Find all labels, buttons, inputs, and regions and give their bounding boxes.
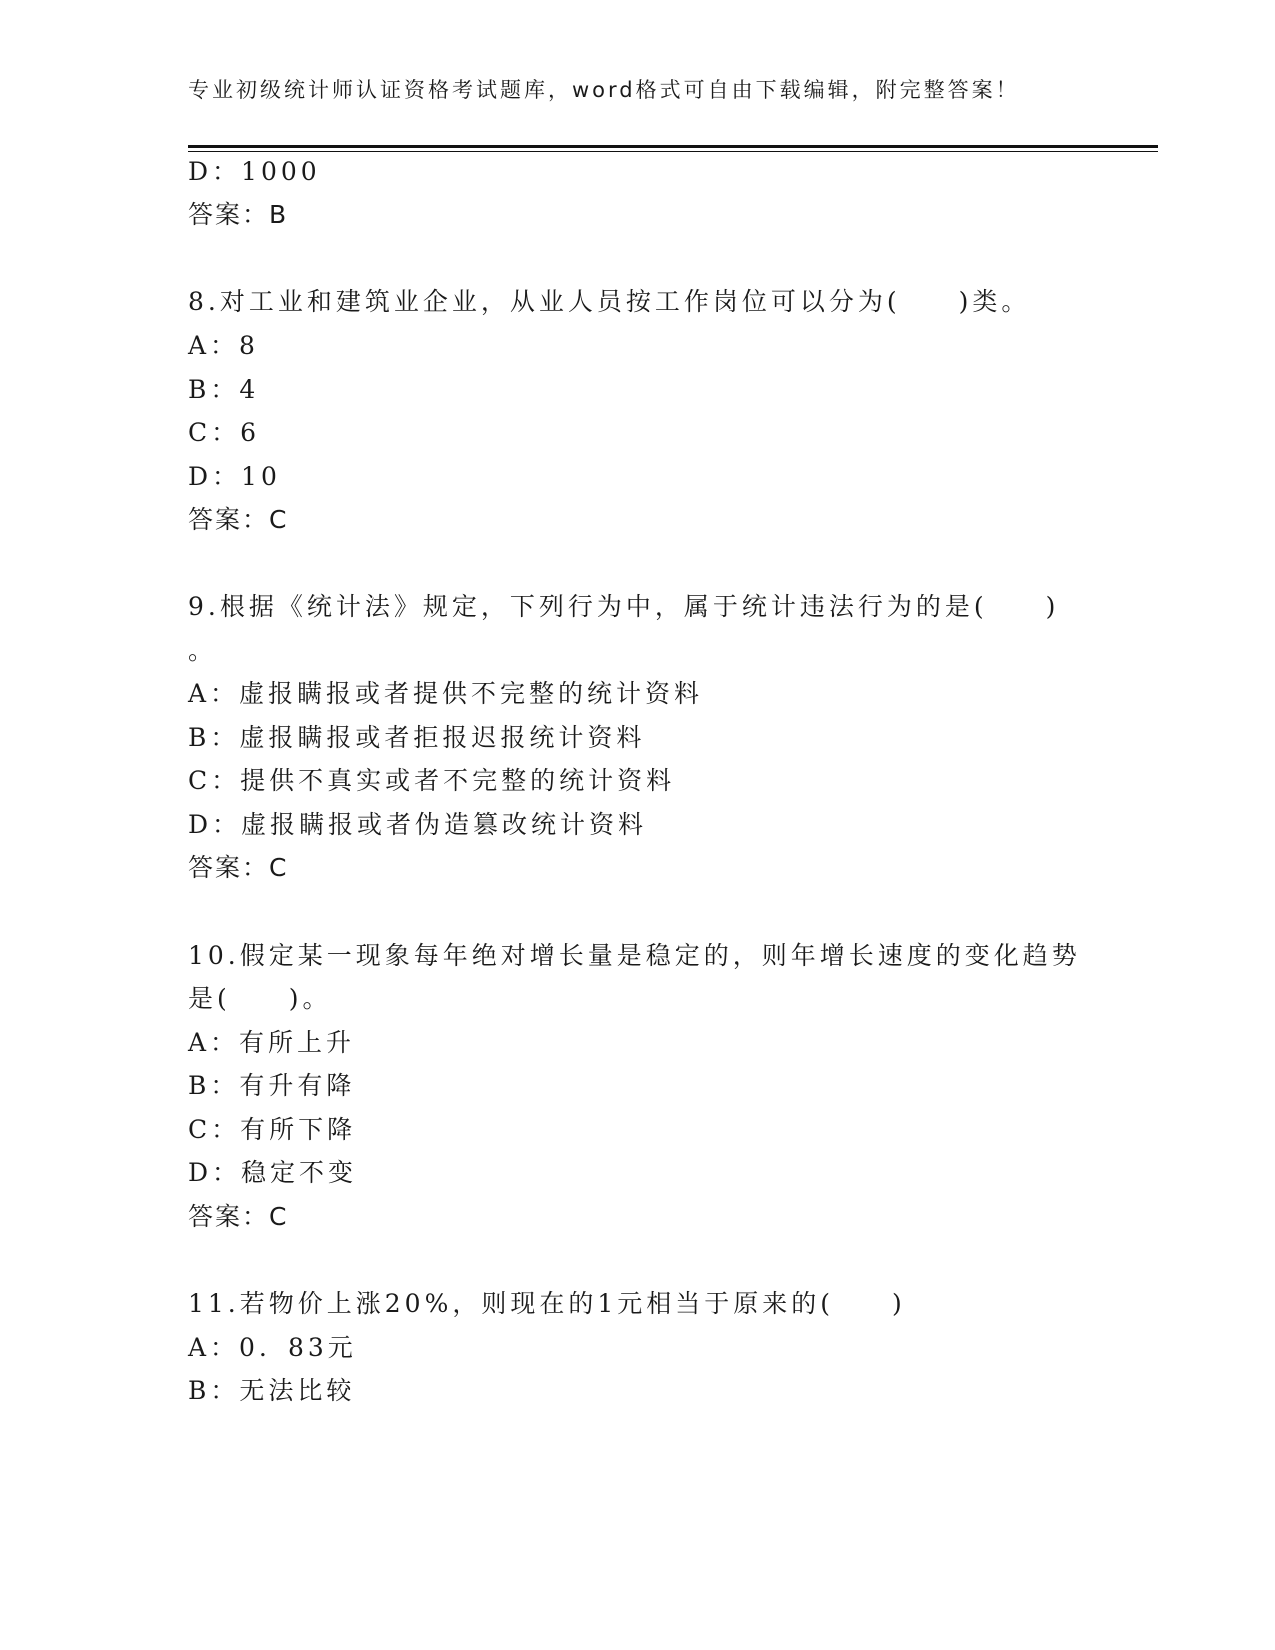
q8-stem: 8.对工业和建筑业企业，从业人员按工作岗位可以分为( )类。 [188,287,1031,316]
q9-option-b: B：虚报瞒报或者拒报迟报统计资料 [188,723,646,752]
q7-answer: 答案：B [188,200,289,229]
q10-option-a: A：有所上升 [188,1028,356,1057]
page-header: 专业初级统计师认证资格考试题库，word格式可自由下载编辑，附完整答案！ [188,78,1020,102]
q8-option-d: D：10 [188,462,281,491]
q7-option-d: D：1000 [188,157,321,186]
q10-option-c: C：有所下降 [188,1115,357,1144]
q11-option-a: A：0．83元 [188,1333,357,1362]
q9-answer: 答案：C [188,853,289,882]
q10-option-d: D：稳定不变 [188,1158,358,1187]
q9-stem: 9.根据《统计法》规定，下列行为中，属于统计违法行为的是( ) [188,592,1060,621]
q9-option-d: D：虚报瞒报或者伪造篡改统计资料 [188,810,648,839]
q11-option-b: B：无法比较 [188,1376,356,1405]
q10-option-b: B：有升有降 [188,1071,356,1100]
header-divider [188,145,1158,148]
q8-answer: 答案：C [188,505,289,534]
q9-option-a: A：虚报瞒报或者提供不完整的统计资料 [188,679,704,708]
q8-option-b: B：4 [188,375,260,404]
q10-answer: 答案：C [188,1202,289,1231]
q9-stem-continued: 。 [188,636,218,665]
q11-stem: 11.若物价上涨20%，则现在的1元相当于原来的( ) [188,1289,906,1318]
q10-stem: 10.假定某一现象每年绝对增长量是稳定的，则年增长速度的变化趋势 [188,941,1081,970]
q8-option-c: C：6 [188,418,261,447]
q10-stem-continued: 是( )。 [188,984,332,1013]
header-divider-thin [188,151,1158,152]
q9-option-c: C：提供不真实或者不完整的统计资料 [188,766,676,795]
q8-option-a: A：8 [188,331,259,360]
